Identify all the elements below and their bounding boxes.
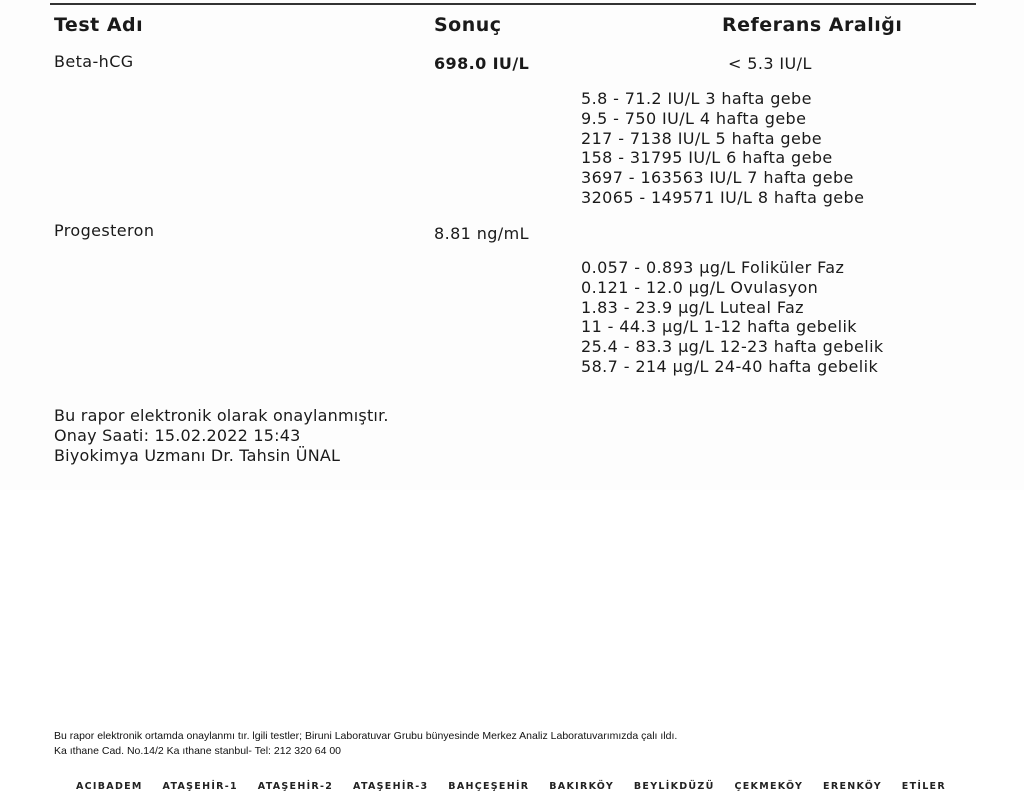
branch-name: BAHÇEŞEHİR (448, 781, 530, 792)
test-result-beta-hcg: 698.0 IU/L (434, 54, 530, 73)
range-line: 25.4 - 83.3 µg/L 12-23 hafta gebelik (581, 337, 884, 357)
branch-list (76, 781, 946, 792)
test-name-beta-hcg: Beta-hCG (54, 52, 134, 71)
test-result-progesteron: 8.81 ng/mL (434, 224, 529, 243)
branch-name: BEYLİKDÜZÜ (633, 781, 715, 792)
reference-ranges-progesteron (581, 258, 884, 377)
footer-address: Ka ıthane Cad. No.14/2 Ka ıthane stanbul- Tel: 212 320 64 00 (54, 744, 342, 757)
approval-block (54, 406, 389, 465)
branch-name: BAKIRKÖY (549, 781, 615, 792)
range-line: 3697 - 163563 IU/L 7 hafta gebe (581, 168, 854, 188)
branch-name: ATAŞEHİR-3 (353, 781, 429, 792)
branch-name: ATAŞEHİR-1 (162, 781, 238, 792)
range-line: 5.8 - 71.2 IU/L 3 hafta gebe (581, 89, 812, 108)
footer-note (54, 729, 677, 758)
branch-name: ETİLER (901, 781, 946, 792)
approver-name: Biyokimya Uzmanı Dr. Tahsin ÜNAL (54, 445, 341, 465)
footer-line: Bu rapor elektronik ortamda onaylanmı tır. lgili testler; Biruni Laboratuvar Grubu bünyesinde Merkez Analiz Laboratuvarımızda çalı ıldı. (54, 730, 678, 742)
column-header-reference: Referans Aralığı (722, 14, 903, 36)
branch-name: ATAŞEHİR-2 (257, 781, 334, 792)
column-header-test-name: Test Adı (54, 14, 144, 36)
approval-time: Onay Saati: 15.02.2022 15:43 (54, 425, 301, 445)
reference-ranges-beta-hcg (581, 89, 864, 208)
range-line: 1.83 - 23.9 µg/L Luteal Faz (581, 297, 804, 317)
range-line: 217 - 7138 IU/L 5 hafta gebe (581, 128, 823, 148)
range-line: 0.057 - 0.893 µg/L Foliküler Faz (581, 258, 845, 277)
range-line: 158 - 31795 IU/L 6 hafta gebe (581, 148, 833, 168)
test-reference-beta-hcg: < 5.3 IU/L (728, 54, 812, 73)
branch-name: ACIBADEM (76, 781, 143, 792)
header-rule (50, 3, 976, 5)
branch-name: ÇEKMEKÖY (734, 781, 804, 792)
range-line: 9.5 - 750 IU/L 4 hafta gebe (581, 108, 807, 128)
range-line: 11 - 44.3 µg/L 1-12 hafta gebelik (581, 317, 857, 337)
column-header-result: Sonuç (434, 14, 502, 36)
approval-statement: Bu rapor elektronik olarak onaylanmıştır. (54, 406, 389, 425)
range-line: 32065 - 149571 IU/L 8 hafta gebe (581, 187, 865, 207)
range-line: 58.7 - 214 µg/L 24-40 hafta gebelik (581, 356, 879, 376)
branch-name: ERENKÖY (823, 781, 882, 792)
test-name-progesteron: Progesteron (54, 221, 155, 240)
range-line: 0.121 - 12.0 µg/L Ovulasyon (581, 277, 819, 297)
